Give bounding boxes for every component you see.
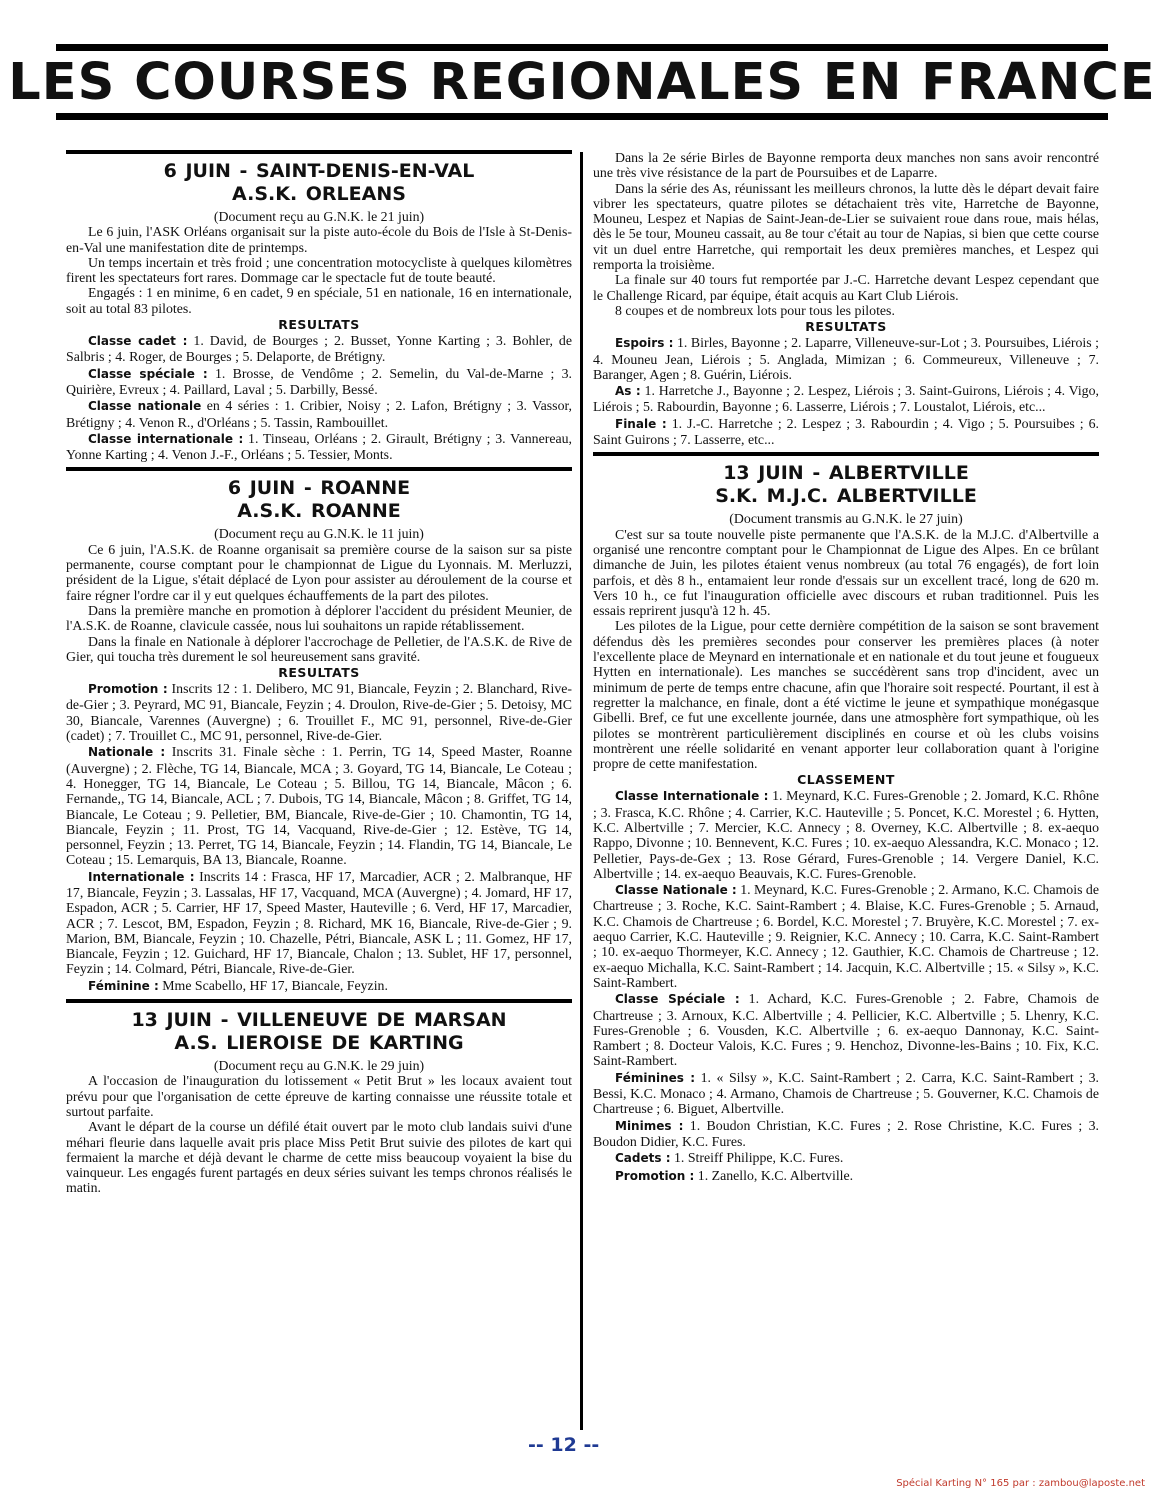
result-text: en 4 séries : 1. Cribier, Noisy ; 2. Lafon, Brétigny ; 3. Vassor, Brétigny ; 4. Venon R., d'Orléans ; 5. Tassin, Rambouillet. xyxy=(66,398,572,430)
result-entry xyxy=(593,882,1099,990)
paragraph: Dans la 2e série Birles de Bayonne remporta deux manches non sans avoir rencontré une très vive résistance de la part de Poursuibes et de Laparre. xyxy=(593,150,1099,181)
paragraph: Ce 6 juin, l'A.S.K. de Roanne organisait sa première course de la saison sur sa piste permanente, course comptant pour le championnat de Ligue du Lyonnais. M. Merluzzi, président de la Ligue, s'était déplacé de Lyon pour assister au déroulement de la course et faire régner l'ordre car il y eut quelques échauffements de la part des pilotes. xyxy=(66,541,572,603)
article-section xyxy=(593,452,1099,1183)
result-class-label: Internationale : xyxy=(88,869,195,884)
right-column xyxy=(593,150,1099,1432)
section-title-line: A.S. LIEROISE DE KARTING xyxy=(174,1032,464,1055)
result-text: Mme Scabello, HF 17, Biancale, Feyzin. xyxy=(162,977,388,993)
result-text: 1. David, de Bourges ; 2. Busset, Yonne Karting ; 3. Bohler, de Salbris ; 4. Roger, de Bourges ; 5. Delaporte, de Brétigny. xyxy=(66,333,572,365)
masthead xyxy=(8,44,1156,120)
result-entry xyxy=(593,383,1099,415)
section-title-line: A.S.K. ROANNE xyxy=(237,500,401,523)
result-class-label: Espoirs : xyxy=(615,336,674,351)
section-title-line: 6 JUIN - ROANNE xyxy=(227,477,411,500)
result-entry xyxy=(593,991,1099,1068)
result-entry xyxy=(66,978,572,994)
result-class-label: Classe nationale xyxy=(88,399,202,414)
section-rule xyxy=(593,452,1099,456)
result-text: 1. Tinseau, Orléans ; 2. Girault, Brétigny ; 3. Vannereau, Yonne Karting ; 4. Venon J.-F., Orléans ; 5. Tessier, Monts. xyxy=(66,430,572,463)
section-title-line: S.K. M.J.C. ALBERTVILLE xyxy=(715,485,977,508)
left-column xyxy=(66,150,572,1432)
paragraph: Dans la série des As, réunissant les meilleurs chronos, la lutte dès le départ devait faire vibrer les spectateurs, quatre pilotes se détachaient très vite, Harretche de Bayonne, Mouneu, Lespez et Napias de Saint-Jean-de-Lier se suivaient roue dans roue, mais hélas, dès le 5e tour, Mouneu cassait, au 8e tour c'était au tour de Napias, si bien que cette course vit un duel entre Harretche, qui remportait les deux premières manches, et Lespez qui remporta la troisième. xyxy=(593,180,1099,273)
paragraph: Le 6 juin, l'ASK Orléans organisait sur la piste auto-école du Bois de l'Isle à St-Denis-en-Val une manifestation dite de printemps. xyxy=(66,224,572,255)
section-title-line: 13 JUIN - VILLENEUVE DE MARSAN xyxy=(131,1009,507,1032)
result-class-label: Classe spéciale : xyxy=(88,366,208,381)
result-text: 1. Brosse, de Vendôme ; 2. Semelin, du Val-de-Marne ; 3. Quirière, Evreux ; 4. Paillard, Laval ; 5. Darbilly, Bessé. xyxy=(66,365,572,397)
result-class-label: Promotion : xyxy=(615,1168,695,1183)
paragraph: 8 coupes et de nombreux lots pour tous les pilotes. xyxy=(615,302,895,318)
paragraph: A l'occasion de l'inauguration du lotissement « Petit Brut » les locaux avaient tout prévu pour que l'organisation de cette épreuve de karting connaisse une réussite totale et surtout parfaite. xyxy=(66,1073,572,1119)
result-text: 1. Streiff Philippe, K.C. Fures. xyxy=(673,1150,844,1166)
paragraph: Les pilotes de la Ligue, pour cette dernière compétition de la saison se sont bravement défendus dès les premières secondes pour conserver les premières places (à noter l'excellente place de Meynard en internationale et en nationale et du tout jeune et fougueux Hytten en internationale). Les manches se succédèrent sans trop d'incident, avec un minimum de perte de temps entre chacune, afin que l'horaire soit respecté. Pourtant, il est à regretter la malchance, en finale, dont a été victime le jeune et sympathique monégasque Gibelli. Bref, ce fut une excellente journée, dans une atmosphère fort sympathique, où les pilotes se montrèrent particulièrement disciplinés en course et où les clubs voisins montrèrent une réelle solidarité en venant apporter leur collaboration quant à l'origine propre de cette manifestation. xyxy=(593,618,1099,772)
article-section xyxy=(66,150,572,462)
result-entry xyxy=(593,335,1099,382)
section-title xyxy=(66,1009,572,1055)
result-class-label: Promotion : xyxy=(88,682,168,697)
article-section xyxy=(66,467,572,994)
result-entry xyxy=(593,1168,1099,1184)
document-note: (Document reçu au G.N.K. le 21 juin) xyxy=(213,209,425,224)
result-entry xyxy=(66,869,572,977)
result-class-label: Minimes : xyxy=(615,1118,684,1133)
section-rule xyxy=(66,150,572,154)
result-text: 1. Meynard, K.C. Fures-Grenoble ; 2. Armano, K.C. Chamois de Chartreuse ; 3. Roche, K.C. Saint-Rambert ; 4. Blaise, K.C. Fures-Grenoble ; 5. Arnaud, K.C. Chamois de Chartreuse ; 6. Bordel, K.C. Morestel ; 7. Bruyère, K.C. Morestel ; 7. ex-aequo Carrier, K.C. Hauteville ; 9. Reignier, K.C. Annecy ; 10. Carra, K.C. Saint-Rambert ; 10. ex-aequo Thormeyer, K.C. Annecy ; 12. Gauthier, K.C. Chamois de Chartreuse ; 12. ex-aequo Michalla, K.C. Saint-Rambert ; 14. Jacquin, K.C. Albertville ; 15. « Silsy », K.C. Saint-Rambert. xyxy=(593,882,1099,990)
results-heading: RESULTATS xyxy=(278,317,360,333)
column-divider xyxy=(580,152,583,1430)
results-heading: CLASSEMENT xyxy=(797,772,895,788)
result-entry xyxy=(593,1150,1099,1166)
result-class-label: Classe Nationale : xyxy=(615,883,737,898)
section-title xyxy=(66,160,572,206)
result-text: 1. « Silsy », K.C. Saint-Rambert ; 2. Carra, K.C. Saint-Rambert ; 3. Bessi, K.C. Monaco ; 4. Armano, Chamois de Chartreuse ; 5. Gouverner, K.C. Chamois de Chartreuse ; 6. Biguet, Albertville. xyxy=(593,1069,1099,1117)
result-class-label: Finale : xyxy=(615,416,667,431)
result-entry xyxy=(66,744,572,867)
document-note: (Document transmis au G.N.K. le 27 juin) xyxy=(729,511,963,527)
section-title-line: 13 JUIN - ALBERTVILLE xyxy=(723,462,969,485)
section-title-line: 6 JUIN - SAINT-DENIS-EN-VAL xyxy=(163,160,475,182)
result-class-label: As : xyxy=(615,384,641,399)
article-section xyxy=(66,999,572,1196)
result-text: 1. J.-C. Harretche ; 2. Lespez ; 3. Rabourdin ; 4. Vigo ; 5. Poursuibes ; 6. Saint Guirons ; 7. Lasserre, etc... xyxy=(593,415,1099,448)
page-number: -- 12 -- xyxy=(528,1434,600,1456)
result-text: Inscrits 14 : Frasca, HF 17, Marcadier, ACR ; 2. Malbranque, HF 17, Biancale, Feyzin ; 3. Lassalas, HF 17, Vacquand, MCA (Auvergne) ; 4. Jomard, HF 17, Espadon, ACR ; 5. Carrier, HF 17, Speed Master, Hauteville ; 6. Verd, HF 17, Marcadier, ACR ; 7. Lescot, BM, Espadon, Feyzin ; 8. Richard, MK 16, Biancale, Rive-de-Gier ; 9. Marion, BM, Biancale, Feyzin ; 10. Chazelle, Pétri, Biancale, ASK L ; 11. Gomez, HF 17, Biancale, Feyzin ; 12. Guichard, HF 17, Biancale, Chalon ; 13. Sublet, HF 17, personnel, Feyzin ; 14. Colmard, Pétri, Biancale, Rive-de-Gier. xyxy=(66,868,572,977)
paragraph: C'est sur sa toute nouvelle piste permanente que l'A.S.K. de la M.J.C. d'Albertville a organisé une rencontre comptant pour le Championnat de Ligue des Alpes. En ce brûlant dimanche de Juin, les pilotes étaient venus nombreux (au total 76 engagés), de fort loin parfois, et dès 8 h., entamaient leur ronde d'essais sur un excellent tracé, long de 620 m. Vers 10 h., ce fut l'inauguration officielle avec discours et ruban traditionnel. Puis les essais reprirent jusqu'à 12 h. 45. xyxy=(593,526,1099,619)
result-entry xyxy=(593,788,1099,881)
result-text: 1. Achard, K.C. Fures-Grenoble ; 2. Fabre, Chamois de Chartreuse ; 3. Arnoux, K.C. Albertville ; 4. Pellicier, K.C. Albertville ; 5. Lhenry, K.C. Fures-Grenoble ; 6. Vousden, K.C. Albertville ; 6. ex-aequo Dannonay, K.C. Saint-Rambert ; 8. Docteur Valois, K.C. Fures ; 9. Henchoz, Divonne-les-Bains ; 10. Fix, K.C. Saint-Rambert. xyxy=(593,991,1099,1069)
result-entry xyxy=(66,398,572,430)
section-title xyxy=(593,462,1099,508)
footer-credit: Spécial Karting N° 165 par : zambou@laposte.net xyxy=(896,1478,1145,1489)
section-rule xyxy=(66,467,572,471)
paragraph: La finale sur 40 tours fut remportée par J.-C. Harretche devant Lespez cependant que le Challenge Ricard, par équipe, était acquis au Kart Club Liérois. xyxy=(593,272,1099,303)
document-note: (Document reçu au G.N.K. le 11 juin) xyxy=(214,526,424,542)
result-class-label: Nationale : xyxy=(88,745,166,760)
results-heading: RESULTATS xyxy=(805,319,887,335)
result-text: Inscrits 12 : 1. Delibero, MC 91, Biancale, Feyzin ; 2. Blanchard, Rive-de-Gier ; 3. Peyrard, MC 91, Biancale, Feyzin ; 4. Droulon, Rive-de-Gier ; 5. Detoisy, MC 30, Biancale, Varennes (Auvergne) ; 6. Trouillet F., MC 91, personnel, Rive-de-Gier (cadet) ; 7. Trouillet C., MC 91, personnel, Rive-de-Gier. xyxy=(66,681,572,744)
result-text: 1. Zanello, K.C. Albertville. xyxy=(697,1167,854,1183)
section-title-line: A.S.K. ORLEANS xyxy=(232,183,406,205)
result-entry xyxy=(593,416,1099,448)
section-rule xyxy=(66,999,572,1003)
result-class-label: Féminines : xyxy=(615,1070,696,1085)
section-title xyxy=(66,477,572,523)
paragraph: Dans la finale en Nationale à déplorer l'accrochage de Pelletier, de l'A.S.K. de Rive de Gier, qui toucha très durement le sol heureusement sans gravité. xyxy=(66,633,572,664)
result-entry xyxy=(66,366,572,398)
result-text: 1. Birles, Bayonne ; 2. Laparre, Villeneuve-sur-Lot ; 3. Poursuibes, Liérois ; 4. Mouneu Jean, Liérois ; 5. Anglada, Mimizan ; 6. Commeureux, Villeneuve ; 7. Baranger, Agen ; 8. Guérin, Liérois. xyxy=(593,335,1099,382)
paragraph: Avant le départ de la course un défilé était ouvert par le moto club landais suivi d'une méhari fleurie dans laquelle avait pris place Miss Petit Brut suivie des pilotes de kart qui fermaient la marche et déjà devant le charme de cette miss beaucoup voyaient la bise du vainqueur. Les engagés furent partagés en deux séries suivant les temps chronos réalisés le matin. xyxy=(66,1119,572,1196)
paragraph: Engagés : 1 en minime, 6 en cadet, 9 en spéciale, 51 en nationale, 16 en internationale, soit au total 83 pilotes. xyxy=(66,285,572,316)
page-title: LES COURSES REGIONALES EN FRANCE xyxy=(8,52,1156,112)
paragraph: Dans la première manche en promotion à déplorer l'accident du président Meunier, de l'A.S.K. de Roanne, clavicule cassée, nous lui souhaitons un rapide rétablissement. xyxy=(66,602,572,634)
result-class-label: Cadets : xyxy=(615,1151,671,1166)
result-class-label: Classe internationale : xyxy=(88,431,244,446)
result-text: 1. Harretche J., Bayonne ; 2. Lespez, Liérois ; 3. Saint-Guirons, Liérois ; 4. Vigo, Liérois ; 5. Rabourdin, Bayonne ; 6. Lasserre, Liérois ; 7. Loustalot, Liérois, etc... xyxy=(593,383,1099,415)
results-heading: RESULTATS xyxy=(278,665,360,681)
document-note: (Document reçu au G.N.K. le 29 juin) xyxy=(213,1058,425,1074)
paragraph: Un temps incertain et très froid ; une concentration motocycliste à quelques kilomètres firent les spectateurs fort rares. Dommage car le spectacle fut de toute beauté. xyxy=(66,254,572,286)
result-text: 1. Boudon Christian, K.C. Fures ; 2. Rose Christine, K.C. Fures ; 3. Boudon Didier, K.C. Fures. xyxy=(593,1117,1099,1149)
result-entry xyxy=(593,1118,1099,1150)
result-entry xyxy=(66,681,572,743)
result-entry xyxy=(66,333,572,365)
result-class-label: Classe Internationale : xyxy=(615,789,769,804)
result-text: Inscrits 31. Finale sèche : 1. Perrin, TG 14, Speed Master, Roanne (Auvergne) ; 2. Flèche, TG 14, Biancale, MCA ; 3. Goyard, TG 14, Biancale, Le Coteau ; 4. Honegger, TG 14, Biancale, Le Coteau ; 5. Billou, TG 14, Biancale, Mâcon ; 6. Fernande,, TG 14, Biancale, ACL ; 7. Dubois, TG 14, Biancale, Mâcon ; 8. Griffet, TG 14, Biancale, Le Coteau ; 9. Pelletier, BM, Biancale, Rive-de-Gier ; 10. Chamontin, TG 14, Biancale, Feyzin ; 11. Prost, TG 14, Vacquand, Rive-de-Gier ; 12. Estève, TG 14, personnel, Feyzin ; 13. Perret, TG 14, Biancale, Feyzin ; 14. Flandin, TG 14, Biancale, Le Coteau ; 15. Lemarquis, BA 13, Biancale, Roanne. xyxy=(66,744,572,868)
result-text: 1. Meynard, K.C. Fures-Grenoble ; 2. Jomard, K.C. Rhône ; 3. Frasca, K.C. Rhône ; 4. Carrier, K.C. Hauteville ; 5. Poncet, K.C. Morestel ; 6. Hytten, K.C. Albertville ; 7. Mercier, K.C. Annecy ; 8. Overney, K.C. Albertville ; 8. ex-aequo Rappo, Divonne ; 10. Bennevent, K.C. Fures ; 10. ex-aequo Alessandra, K.C. Monaco ; 12. Pelletier, Pays-de-Gex ; 13. Rose Gérard, Fures-Grenoble ; 14. Vergere Daniel, K.C. Albertville ; 14. ex-aequo Beauvais, K.C. Fures-Grenoble. xyxy=(593,788,1099,881)
article-section xyxy=(593,150,1099,447)
result-class-label: Féminine : xyxy=(88,978,159,993)
result-class-label: Classe cadet : xyxy=(88,334,188,349)
result-entry xyxy=(66,431,572,463)
result-entry xyxy=(593,1070,1099,1117)
result-class-label: Classe Spéciale : xyxy=(615,992,740,1007)
